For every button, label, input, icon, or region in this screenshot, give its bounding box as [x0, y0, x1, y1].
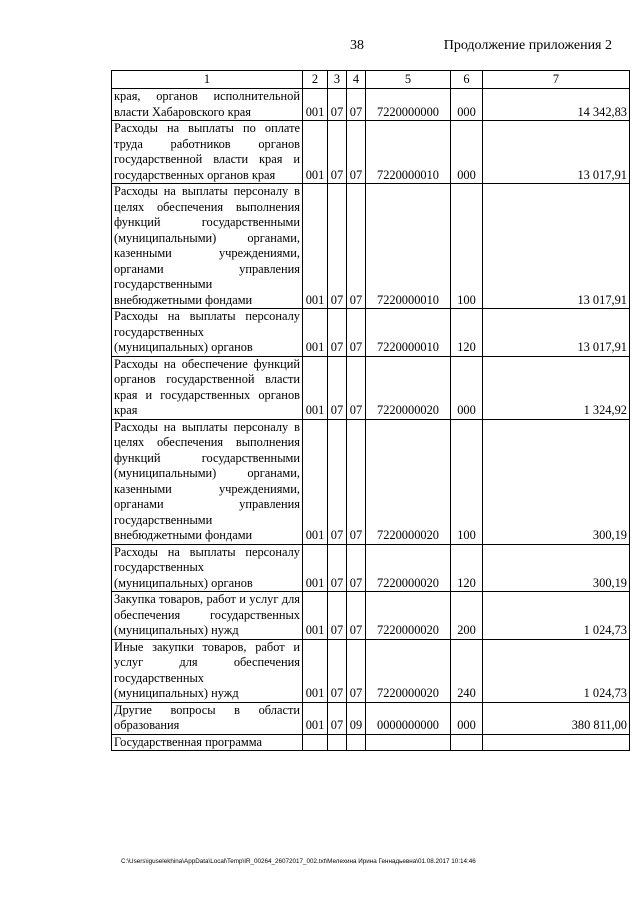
cell-col4: 07	[347, 419, 366, 544]
header-row	[112, 71, 630, 89]
cell-col5: 7220000020	[366, 419, 451, 544]
cell-col3	[328, 734, 347, 751]
table-row	[112, 734, 630, 751]
table-row	[112, 544, 630, 592]
cell-col2: 001	[303, 702, 328, 734]
budget-table	[111, 70, 630, 751]
column-header: 4	[347, 71, 366, 89]
cell-amount: 1 324,92	[483, 356, 630, 419]
table-row	[112, 702, 630, 734]
cell-col4: 09	[347, 702, 366, 734]
column-header: 7	[483, 71, 630, 89]
column-header: 5	[366, 71, 451, 89]
cell-col2: 001	[303, 419, 328, 544]
cell-col6: 120	[451, 309, 483, 357]
cell-col2: 001	[303, 309, 328, 357]
cell-amount: 300,19	[483, 544, 630, 592]
row-description: Расходы на выплаты по оплате труда работников органов государственной власти края и государственных органов края	[112, 121, 303, 184]
cell-col5: 0000000000	[366, 702, 451, 734]
cell-col2: 001	[303, 89, 328, 121]
cell-col2: 001	[303, 184, 328, 309]
cell-col5: 7220000010	[366, 309, 451, 357]
cell-col3: 07	[328, 639, 347, 702]
table-row	[112, 121, 630, 184]
cell-col4: 07	[347, 544, 366, 592]
table-row	[112, 592, 630, 640]
cell-amount: 13 017,91	[483, 184, 630, 309]
appendix-note: Продолжение приложения 2	[443, 38, 612, 53]
row-description: края, органов исполнительной власти Хабаровского края	[112, 89, 303, 121]
footer-file-path: C:\Users\iguselekhina\AppData\Local\Temp\IR_00264_26072017_002.txt\Мелехина Ирина Геннадьевна\01.08.2017 10:14:46	[121, 858, 476, 865]
cell-amount: 14 342,83	[483, 89, 630, 121]
cell-col6: 000	[451, 702, 483, 734]
cell-col2: 001	[303, 592, 328, 640]
cell-col4: 07	[347, 639, 366, 702]
cell-amount	[483, 734, 630, 751]
table-row	[112, 639, 630, 702]
cell-col3: 07	[328, 702, 347, 734]
cell-col5: 7220000010	[366, 184, 451, 309]
cell-amount: 13 017,91	[483, 309, 630, 357]
row-description: Другие вопросы в области образования	[112, 702, 303, 734]
cell-col4: 07	[347, 309, 366, 357]
table-row	[112, 356, 630, 419]
cell-col6: 100	[451, 419, 483, 544]
row-description: Расходы на выплаты персоналу в целях обеспечения выполнения функций государственными (муниципальными) органами, казенными учреждениями, органами управления государственными внебюджетными фондами	[112, 419, 303, 544]
cell-col4: 07	[347, 592, 366, 640]
page-number: 38	[350, 38, 364, 53]
cell-col3: 07	[328, 89, 347, 121]
cell-col2: 001	[303, 121, 328, 184]
cell-col4: 07	[347, 356, 366, 419]
cell-col6: 240	[451, 639, 483, 702]
cell-col5: 7220000010	[366, 121, 451, 184]
cell-col3: 07	[328, 356, 347, 419]
cell-amount: 13 017,91	[483, 121, 630, 184]
cell-col2: 001	[303, 356, 328, 419]
cell-col2: 001	[303, 639, 328, 702]
cell-col5	[366, 734, 451, 751]
cell-col6: 100	[451, 184, 483, 309]
cell-amount: 1 024,73	[483, 592, 630, 640]
cell-col6: 000	[451, 89, 483, 121]
table-row	[112, 184, 630, 309]
cell-col3: 07	[328, 121, 347, 184]
cell-col2	[303, 734, 328, 751]
cell-col3: 07	[328, 184, 347, 309]
row-description: Расходы на выплаты персоналу в целях обеспечения выполнения функций государственными (муниципальными) органами, казенными учреждениями, органами управления государственными внебюджетными фондами	[112, 184, 303, 309]
table-row	[112, 89, 630, 121]
cell-col3: 07	[328, 592, 347, 640]
cell-col4: 07	[347, 121, 366, 184]
cell-col5: 7220000020	[366, 544, 451, 592]
cell-amount: 380 811,00	[483, 702, 630, 734]
row-description: Расходы на выплаты персоналу государственных (муниципальных) органов	[112, 309, 303, 357]
cell-col6: 000	[451, 121, 483, 184]
cell-col2: 001	[303, 544, 328, 592]
column-header: 2	[303, 71, 328, 89]
column-header: 1	[112, 71, 303, 89]
cell-col5: 7220000020	[366, 639, 451, 702]
row-description: Расходы на обеспечение функций органов государственной власти края и государственных органов края	[112, 356, 303, 419]
row-description: Закупка товаров, работ и услуг для обеспечения государственных (муниципальных) нужд	[112, 592, 303, 640]
cell-col5: 7220000020	[366, 356, 451, 419]
row-description: Иные закупки товаров, работ и услуг для обеспечения государственных (муниципальных) нужд	[112, 639, 303, 702]
cell-col6: 120	[451, 544, 483, 592]
cell-col4: 07	[347, 184, 366, 309]
cell-col5: 7220000020	[366, 592, 451, 640]
table-row	[112, 309, 630, 357]
cell-amount: 1 024,73	[483, 639, 630, 702]
cell-amount: 300,19	[483, 419, 630, 544]
cell-col6: 000	[451, 356, 483, 419]
table-row	[112, 419, 630, 544]
column-header: 3	[328, 71, 347, 89]
cell-col6: 200	[451, 592, 483, 640]
cell-col3: 07	[328, 309, 347, 357]
column-header: 6	[451, 71, 483, 89]
cell-col3: 07	[328, 544, 347, 592]
cell-col4: 07	[347, 89, 366, 121]
cell-col6	[451, 734, 483, 751]
cell-col3: 07	[328, 419, 347, 544]
cell-col5: 7220000000	[366, 89, 451, 121]
row-description: Государственная программа	[112, 734, 303, 751]
row-description: Расходы на выплаты персоналу государственных (муниципальных) органов	[112, 544, 303, 592]
cell-col4	[347, 734, 366, 751]
